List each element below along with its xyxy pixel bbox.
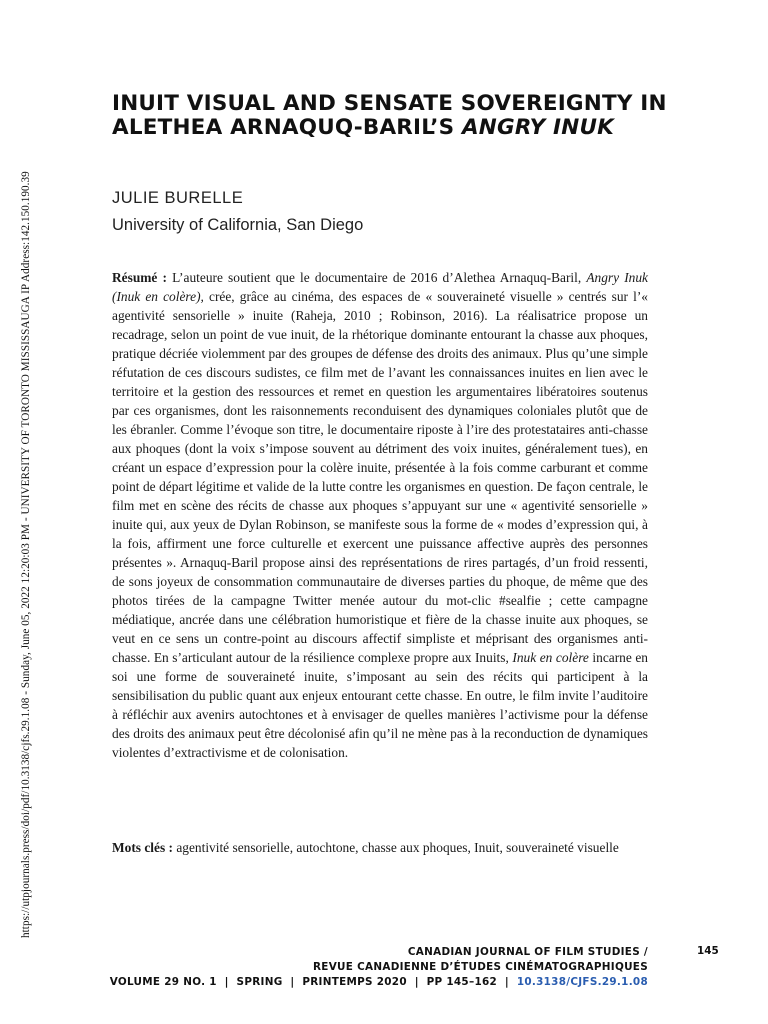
page-number: 145 <box>697 945 719 957</box>
abstract-text-1: L’auteure soutient que le documentaire de 2016 d’Alethea Arnaquq-Baril, <box>166 270 587 285</box>
journal-issue: VOLUME 29 NO. 1 | SPRING | PRINTEMPS 2020 | PP 145–162 | <box>109 976 517 988</box>
abstract-text-2: crée, grâce au cinéma, des espaces de « souveraineté visuelle » centrés sur l’« agentivité sensorielle » inuite (Raheja, 2010 ; Robinson, 2016). La réalisatrice propose un recadrage, selon un point de vue inuit, de la rhétorique dominante entourant la chasse aux phoques, pratique décriée violemment par des groupes de défense des droits des animaux. Plus qu’une simple réfutation de ces discours sudistes, ce film met de l’avant les connaissances inuites en lien avec le territoire et la gestion des ressources et remet en question les argumentaires libératoires soutenus par ces organismes, dont les raisonnements reconduisent des dynamiques coloniales plutôt que de les ébranler. Comme l’évoque son titre, le documentaire riposte à l’ire des protestataires anti-chasse aux phoques (dont la voix s’impose souvent au détriment des voix inuites, généralement tues), en créant un espace d’expression pour la colère inuite, présentée à la fois comme carburant et comme point de départ légitime et valide de la lutte contre les organismes en question. De façon centrale, le film met en scène des récits de chasse aux phoques s’appuyant sur une « agentivité sensorielle » inuite qui, aux yeux de Dylan Robinson, se manifeste sous la forme de « modes d’expression qui, à la fois, affirment une force culturelle et exercent une puissance affective auprès des personnes présentes ». Arnaquq-Baril propose ainsi des représentations de rires partagés, d’un froid ressenti, de sons joyeux de consommation communautaire de diverses parties du phoque, de même que des photos tirées de la campagne Twitter menée autour du mot-clic #sealfie ; cette campagne médiatique, ancrée dans une célébration humoristique et fière de la chasse inuite aux phoques, se veut en ce sens un contre-point au discours affectif simpliste et méprisant des organismes anti-chasse. En s’articulant autour de la résilience complexe propre aux Inuits, <box>112 289 648 665</box>
article-title-main: INUIT VISUAL AND SENSATE SOVEREIGNTY IN ALETHEA ARNAQUQ-BARIL’S <box>112 91 667 140</box>
abstract <box>112 268 648 762</box>
doi-link[interactable]: 10.3138/CJFS.29.1.08 <box>516 976 648 988</box>
abstract-film-title-2: Inuk en colère <box>512 650 589 665</box>
journal-issue-line <box>110 975 648 990</box>
author-affiliation: University of California, San Diego <box>112 216 364 234</box>
abstract-text-3: incarne en soi une forme de souveraineté inuite, s’imposant au sein des récits qui participent à la sensibilisation du public quant aux enjeux entourant cette chasse. En outre, le film invite l’auditoire à réfléchir aux avenirs autochtones et à envisager de quelles manières l’activisme pour la défense des droits des animaux peut être décolonisé afin qu’il ne mène pas à la reconduction de dynamiques violentes d’extractivisme et de colonisation. <box>112 650 648 760</box>
journal-name-fr: REVUE CANADIENNE D’ÉTUDES CINÉMATOGRAPHIQUES <box>313 961 648 973</box>
download-stamp <box>2 78 32 938</box>
article-title <box>112 92 672 140</box>
download-stamp-text: https://utpjournals.press/doi/pdf/10.3138/cjfs.29.1.08 - Sunday, June 05, 2022 12:20:03 PM - UNIVERSITY OF TORONTO MISSISSAUGA IP Address:142.150.190.39 <box>20 171 32 938</box>
journal-footer <box>110 945 648 990</box>
keywords <box>112 838 648 857</box>
keywords-label: Mots clés : <box>112 840 173 855</box>
abstract-film-title: Angry Inuk (Inuk en colère), <box>112 270 648 304</box>
keywords-text: agentivité sensorielle, autochtone, chasse aux phoques, Inuit, souveraineté visuelle <box>172 840 619 855</box>
author-name: JULIE BURELLE <box>112 189 244 207</box>
article-title-film: ANGRY INUK <box>461 115 614 140</box>
abstract-label: Résumé : <box>112 270 167 285</box>
journal-name-en: CANADIAN JOURNAL OF FILM STUDIES / <box>407 946 648 958</box>
